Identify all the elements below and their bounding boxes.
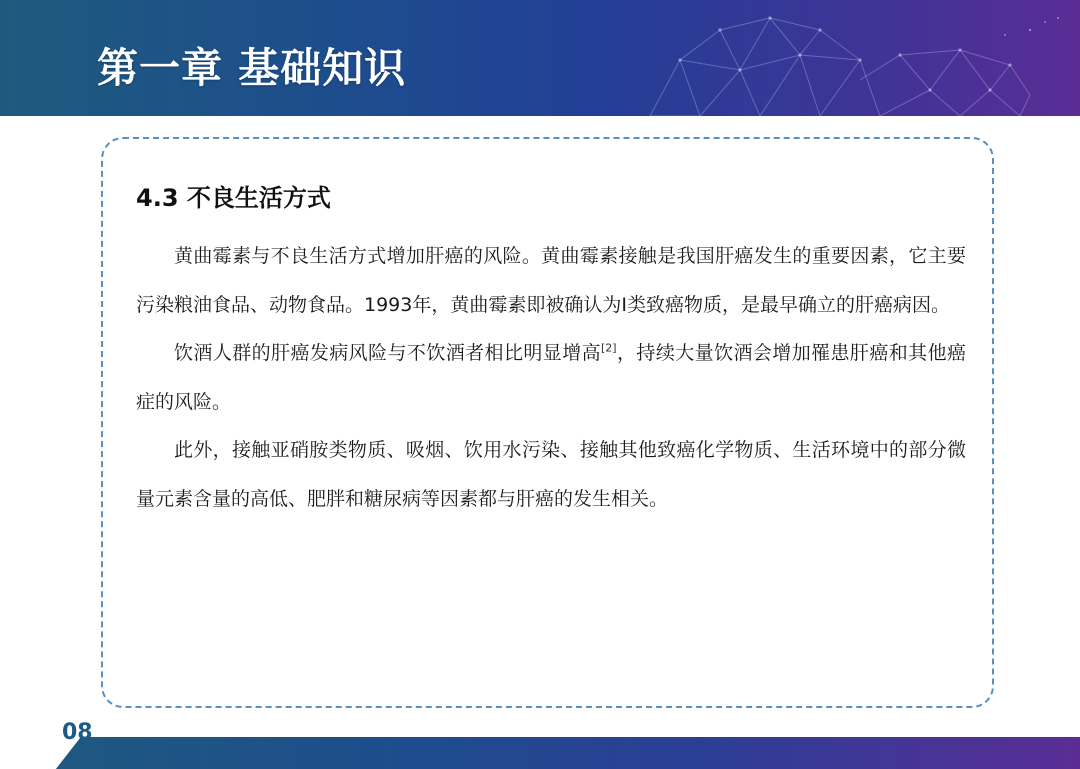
header-banner xyxy=(0,0,1080,116)
paragraph-alcohol-text: 饮酒人群的肝癌发病风险与不饮酒者相比明显增高 xyxy=(174,342,602,364)
page-number: 08 xyxy=(62,720,93,745)
footer-band xyxy=(0,737,1080,769)
citation-reference[interactable]: [2] xyxy=(601,341,617,355)
paragraph-other-factors: 此外，接触亚硝胺类物质、吸烟、饮用水污染、接触其他致癌化学物质、生活环境中的部分微量元素含量的高低、肥胖和糖尿病等因素都与肝癌的发生相关。 xyxy=(136,439,966,510)
paragraph-alcohol xyxy=(136,329,966,426)
paragraph-alcohol-text-end: ，持续大量饮酒会增加罹患肝癌和其他癌症的风险。 xyxy=(136,342,966,413)
section-body xyxy=(136,232,966,523)
paragraph-aflatoxin: 黄曲霉素与不良生活方式增加肝癌的风险。黄曲霉素接触是我国肝癌发生的重要因素，它主要污染粮油食品、动物食品。1993年，黄曲霉素即被确认为Ⅰ类致癌物质，是最早确立的肝癌病因。 xyxy=(136,245,966,316)
section-title: 4.3 不良生活方式 xyxy=(136,184,331,212)
chapter-title: 第一章 基础知识 xyxy=(97,44,407,92)
